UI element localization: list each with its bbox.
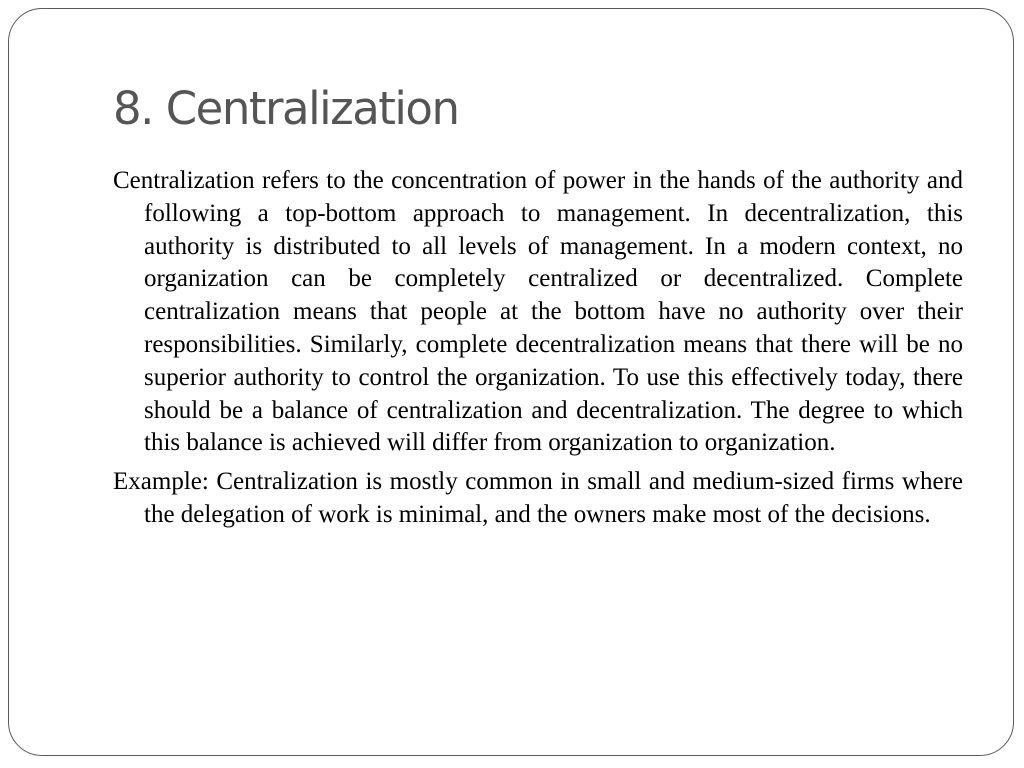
slide-body [113,165,963,538]
definition-paragraph: Centralization refers to the concentration of power in the hands of the authority and following a top-bottom approach to management. In decentralization, this authority is distributed to all levels of management. In a modern context, no organization can be completely centralized or decentralized. Complete centralization means that people at the bottom have no authority over their responsibilities. Similarly, complete decentralization means that there will be no superior authority to control the organization. To use this effectively today, there should be a balance of centralization and decentralization. The degree to which this balance is achieved will differ from organization to organization. [113,167,963,457]
slide-title: 8. Centralization [113,82,459,135]
example-paragraph: Example: Centralization is mostly common in small and medium-sized firms where the delegation of work is minimal, and the owners make most of the decisions. [113,468,963,528]
